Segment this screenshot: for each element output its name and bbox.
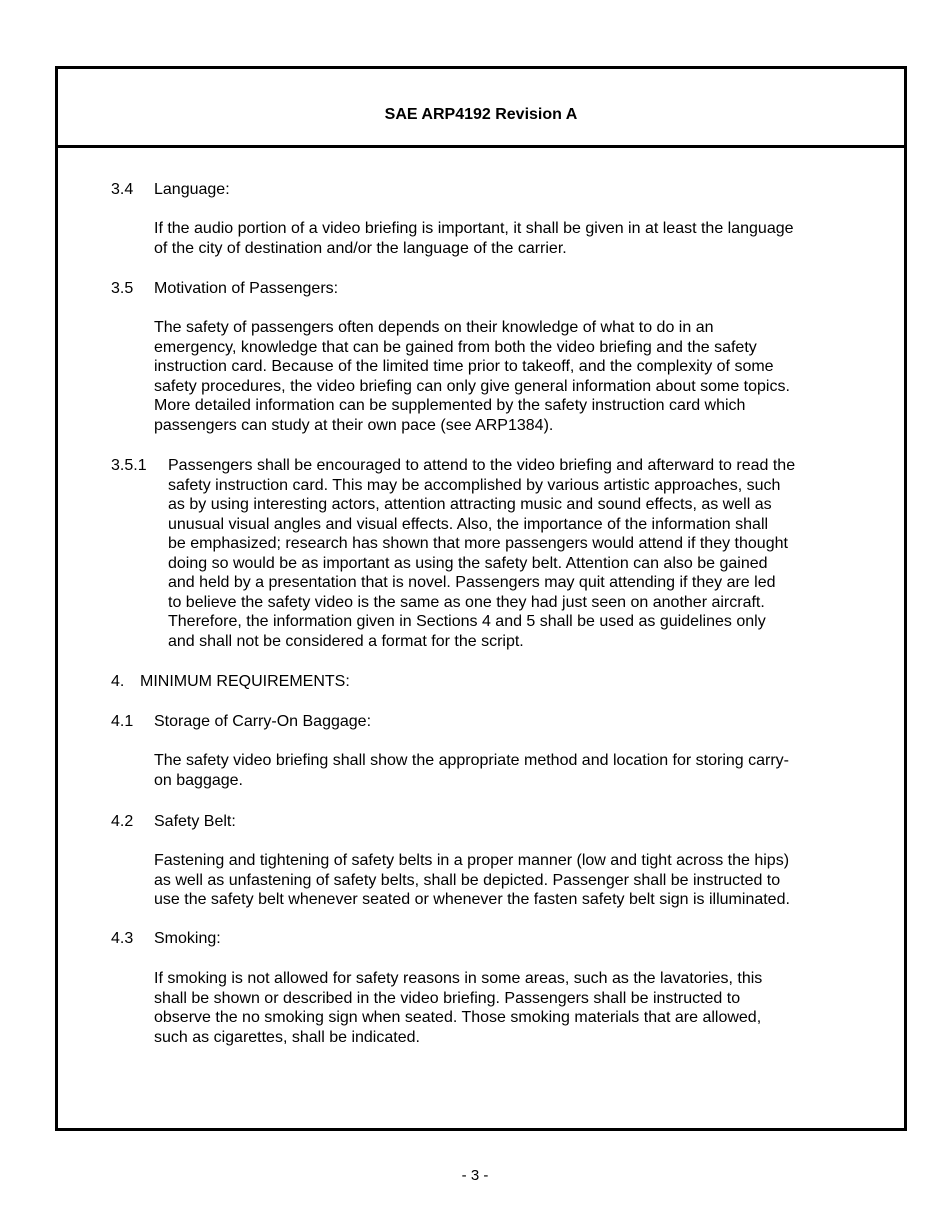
- text-line: Passengers shall be encouraged to attend to the video briefing and afterward to read the: [168, 457, 796, 474]
- text-line: as by using interesting actors, attention attracting music and sound effects, as well as: [168, 496, 772, 513]
- text-line: doing so would be as important as using the safety belt. Attention can also be gained: [168, 554, 768, 572]
- section-heading: Safety Belt:: [154, 813, 236, 830]
- section-heading: Smoking:: [154, 930, 221, 947]
- text-line: on baggage.: [154, 771, 243, 789]
- text-line: of the city of destination and/or the language of the carrier.: [154, 239, 567, 257]
- paragraph: [168, 456, 795, 651]
- section-heading: Storage of Carry-On Baggage:: [154, 713, 372, 730]
- section-heading: Motivation of Passengers:: [154, 280, 339, 297]
- section-heading: Language:: [154, 181, 230, 198]
- text-line: safety instruction card. This may be accomplished by various artistic approaches, such: [168, 476, 781, 494]
- document-title: SAE ARP4192 Revision A: [384, 106, 578, 123]
- text-line: and held by a presentation that is novel. Passengers may quit attending if they are led: [168, 574, 776, 591]
- paragraph: [154, 851, 790, 910]
- text-line: instruction card. Because of the limited time prior to takeoff, and the complexity of some: [154, 358, 774, 375]
- text-line: safety procedures, the video briefing can only give general information about some topics.: [154, 377, 790, 395]
- section-number: 4.: [111, 673, 125, 690]
- text-line: More detailed information can be supplemented by the safety instruction card which: [154, 397, 746, 414]
- section-number: 4.1: [111, 713, 134, 730]
- text-line: The safety video briefing shall show the appropriate method and location for storing carry-: [154, 752, 790, 769]
- paragraph: [154, 969, 762, 1047]
- document-header: [58, 69, 904, 148]
- section-heading: MINIMUM REQUIREMENTS:: [140, 673, 350, 690]
- text-line: passengers can study at their own pace (see ARP1384).: [154, 416, 554, 434]
- text-line: observe the no smoking sign when seated. Those smoking materials that are allowed,: [154, 1009, 762, 1026]
- text-line: The safety of passengers often depends on their knowledge of what to do in an: [154, 319, 714, 336]
- section-number: 4.2: [111, 813, 134, 830]
- text-line: Therefore, the information given in Sections 4 and 5 shall be used as guidelines only: [168, 613, 766, 630]
- text-line: to believe the safety video is the same as one they had just seen on another aircraft.: [168, 593, 765, 611]
- text-line: Fastening and tightening of safety belts in a proper manner (low and tight across the hips): [154, 852, 790, 869]
- paragraph: [154, 318, 790, 435]
- section-number: 3.5.1: [111, 457, 147, 474]
- text-line: and shall not be considered a format for the script.: [168, 632, 524, 650]
- text-line: If smoking is not allowed for safety reasons in some areas, such as the lavatories, this: [154, 970, 763, 987]
- text-line: be emphasized; research has shown that more passengers would attend if they thought: [168, 535, 788, 552]
- text-line: use the safety belt whenever seated or whenever the fasten safety belt sign is illuminated.: [154, 891, 790, 908]
- paragraph: [154, 219, 794, 258]
- text-line: such as cigarettes, shall be indicated.: [154, 1028, 420, 1046]
- section-number: 3.5: [111, 280, 134, 297]
- page-number: - 3 -: [461, 1167, 489, 1184]
- text-line: unusual visual angles and visual effects. Also, the importance of the information shall: [168, 515, 769, 533]
- section-number: 4.3: [111, 930, 134, 947]
- section-number: 3.4: [111, 181, 134, 198]
- text-line: shall be shown or described in the video briefing. Passengers shall be instructed to: [154, 989, 741, 1007]
- text-line: as well as unfastening of safety belts, shall be depicted. Passenger shall be instructed to: [154, 871, 781, 889]
- text-line: If the audio portion of a video briefing is important, it shall be given in at least the language: [154, 220, 794, 237]
- text-line: emergency, knowledge that can be gained from both the video briefing and the safety: [154, 338, 757, 356]
- paragraph: [154, 751, 789, 790]
